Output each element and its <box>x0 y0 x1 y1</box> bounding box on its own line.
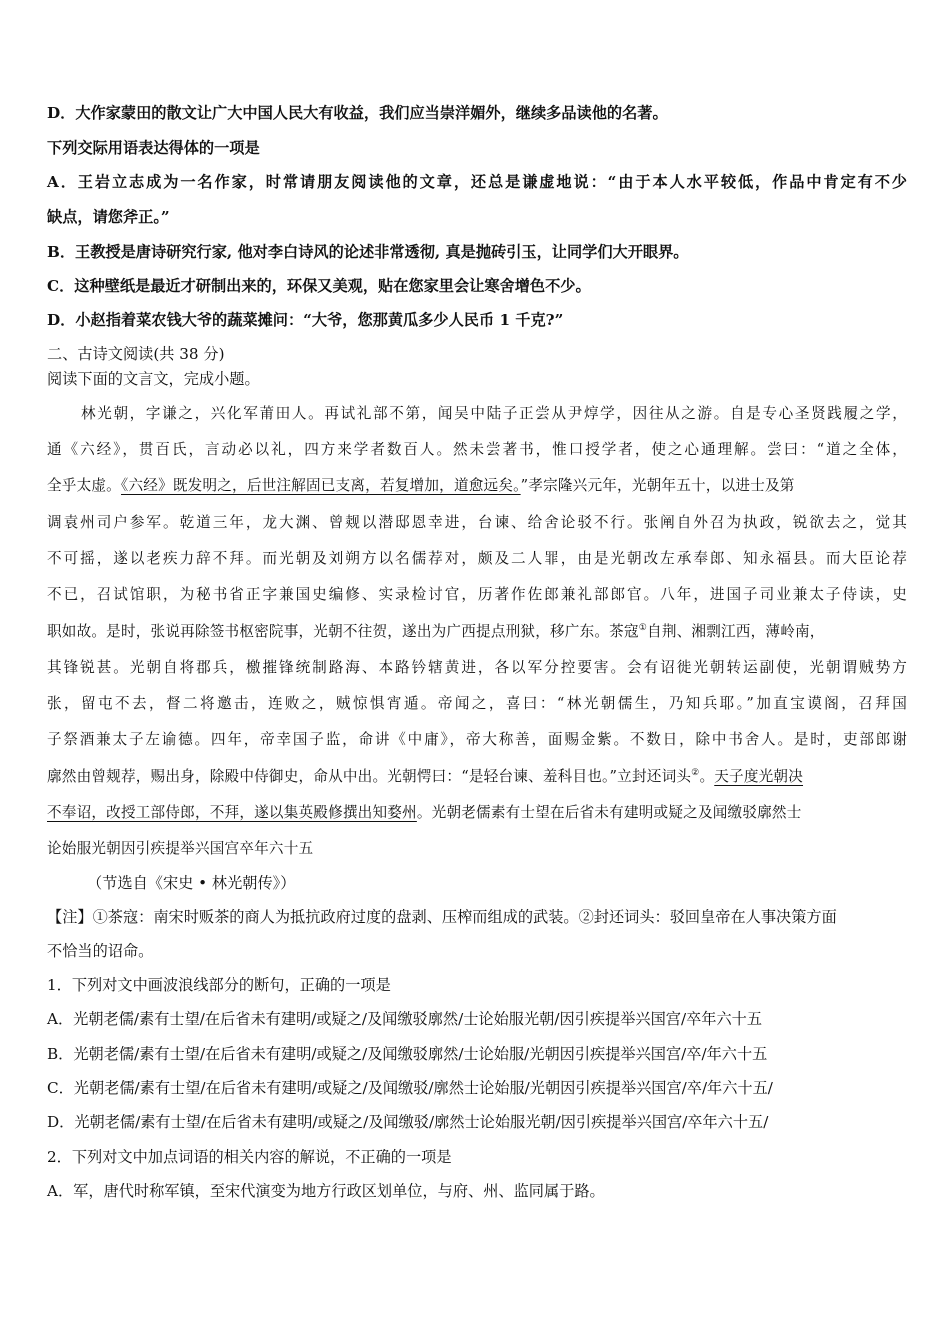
passage-text: 全乎太虚。 <box>47 477 121 494</box>
wavy-underlined-text: 。光朝老儒素有士望在后省未有建明或疑之及闻缴驳廓然士 <box>416 804 802 821</box>
passage-line <box>47 765 907 786</box>
comm-question-stem: 下列交际用语表达得体的一项是 <box>47 139 260 157</box>
underlined-sentence: 天子度光朝决 <box>714 768 804 785</box>
passage-line: 通《六经》，贯百氏，言动必以礼，四方来学者数百人。然未尝著书，惟口授学者，使之心通理解。尝曰：“道之全体， <box>47 441 907 458</box>
comm-option-c: C．这种壁纸是最近才研制出来的，环保又美观，贴在您家里会让寒舍增色不少。 <box>47 277 591 295</box>
passage-line: 不可摇，遂以老疾力辞不拜。而光朝及刘朔方以名儒荐对，颇及二人罪，由是光朝改左承奉郎、知永福县。而大臣论荐 <box>47 550 907 567</box>
passage-line: 张，留屯不去，督二将邀击，连败之，贼惊惧宵遁。帝闻之，喜曰：“林光朝儒生，乃知兵耶。”加直宝谟阁，召拜国 <box>47 695 907 712</box>
question1-option-c: C．光朝老儒/素有士望/在后省未有建明/或疑之/及闻缴驳/廓然士论始服/光朝因引疾提举兴国宫/卒/年六十五/ <box>47 1079 773 1097</box>
question1-option-d: D．光朝老儒/素有士望/在后省未有建明/或疑之/及闻缴驳/廓然士论始服光朝/因引疾提举兴国宫/卒年六十五/ <box>47 1113 769 1131</box>
prev-question-option-d: D．大作家蒙田的散文让广大中国人民大有收益，我们应当崇洋媚外，继续多品读他的名著。 <box>47 104 668 122</box>
wavy-underlined-text: 论始服光朝因引疾提举兴国宫卒年六十五 <box>47 840 314 857</box>
passage-line: 林光朝，字谦之，兴化军莆田人。再试礼部不第，闻吴中陆子正尝从尹焞学，因往从之游。自是专心圣贤践履之学， <box>81 405 907 422</box>
passage-text: 自荆、湘剽江西，薄岭南， <box>647 623 825 640</box>
footnote-marker: ① <box>638 623 648 634</box>
section-title: 二、古诗文阅读(共 38 分) <box>47 345 225 363</box>
passage-line: 调袁州司户参军。乾道三年，龙大渊、曾觌以潜邸恩幸进，台谏、给舍论驳不行。张阐自外召为执政，锐欲去之，觉其 <box>47 514 907 531</box>
passage-line <box>47 801 907 822</box>
question1-option-a: A．光朝老儒/素有士望/在后省未有建明/或疑之/及闻缴驳廓然/士论始服光朝/因引疾提举兴国宫/卒年六十五 <box>47 1010 763 1028</box>
comm-option-b: B．王教授是唐诗研究行家, 他对李白诗风的论述非常透彻, 真是抛砖引玉，让同学们大开眼界。 <box>47 243 689 261</box>
section-instruction: 阅读下面的文言文，完成小题。 <box>47 370 260 388</box>
passage-text: 职如故。是时，张说再除签书枢密院事，光朝不往贺，遂出为广西提点刑狱，移广东。茶寇 <box>47 623 639 640</box>
comm-option-a-line1: A．王岩立志成为一名作家，时常请朋友阅读他的文章，还总是谦虚地说：“由于本人水平较低，作品中肯定有不少 <box>47 173 907 191</box>
passage-text: ”孝宗隆兴元年，光朝年五十，以进士及第 <box>520 477 795 494</box>
notes-line2: 不恰当的诏命。 <box>47 942 154 960</box>
passage-line: 其锋锐甚。光朝自将郡兵，檄摧锋统制路海、本路钤辖黄进，各以军分控要害。会有诏徙光朝转运副使，光朝谓贼势方 <box>47 659 907 676</box>
footnote-marker: ② <box>691 768 700 779</box>
notes-line1: 【注】①茶寇：南宋时贩茶的商人为抵抗政府过度的盘剥、压榨而组成的武装。②封还词头：驳回皇帝在人事决策方面 <box>47 908 837 926</box>
passage-source: （节选自《宋史 • 林光朝传》） <box>87 874 296 892</box>
passage-line: 不已，召试馆职，为秘书省正字兼国史编修、实录检讨官，历著作佐郎兼礼部郎官。八年，进国子司业兼太子侍读，史 <box>47 586 907 603</box>
passage-line <box>47 620 907 641</box>
passage-text: 。 <box>699 768 715 785</box>
comm-option-a-line2: 缺点，请您斧正。” <box>47 208 170 226</box>
passage-line <box>47 474 907 495</box>
question2-stem: 2．下列对文中加点词语的相关内容的解说，不正确的一项是 <box>47 1148 452 1166</box>
passage-text: 廓然由曾觌荐，赐出身，除殿中侍御史，命从中出。光朝愕曰：“是轻台谏、羞科目也。”立封还词头 <box>47 768 692 785</box>
question2-option-a: A．军，唐代时称军镇，至宋代演变为地方行政区划单位，与府、州、监同属于路。 <box>47 1182 605 1200</box>
question1-option-b: B．光朝老儒/素有士望/在后省未有建明/或疑之/及闻缴驳廓然/士论始服/光朝因引疾提举兴国宫/卒/年六十五 <box>47 1045 768 1063</box>
underlined-sentence: 不奉诏，改授工部侍郎，不拜，遂以集英殿修撰出知婺州 <box>47 804 417 821</box>
underlined-sentence: 《六经》既发明之，后世注解固已支离，若复增加，道愈远矣。 <box>120 477 521 494</box>
question1-stem: 1．下列对文中画波浪线部分的断句，正确的一项是 <box>47 976 391 994</box>
comm-option-d: D．小赵指着菜农钱大爷的蔬菜摊问：“大爷，您那黄瓜多少人民币 1 千克?” <box>47 311 564 329</box>
passage-line: 子祭酒兼太子左谕德。四年，帝幸国子监，命讲《中庸》，帝大称善，面赐金紫。不数日，除中书舍人。是时，吏部郎谢 <box>47 731 907 748</box>
